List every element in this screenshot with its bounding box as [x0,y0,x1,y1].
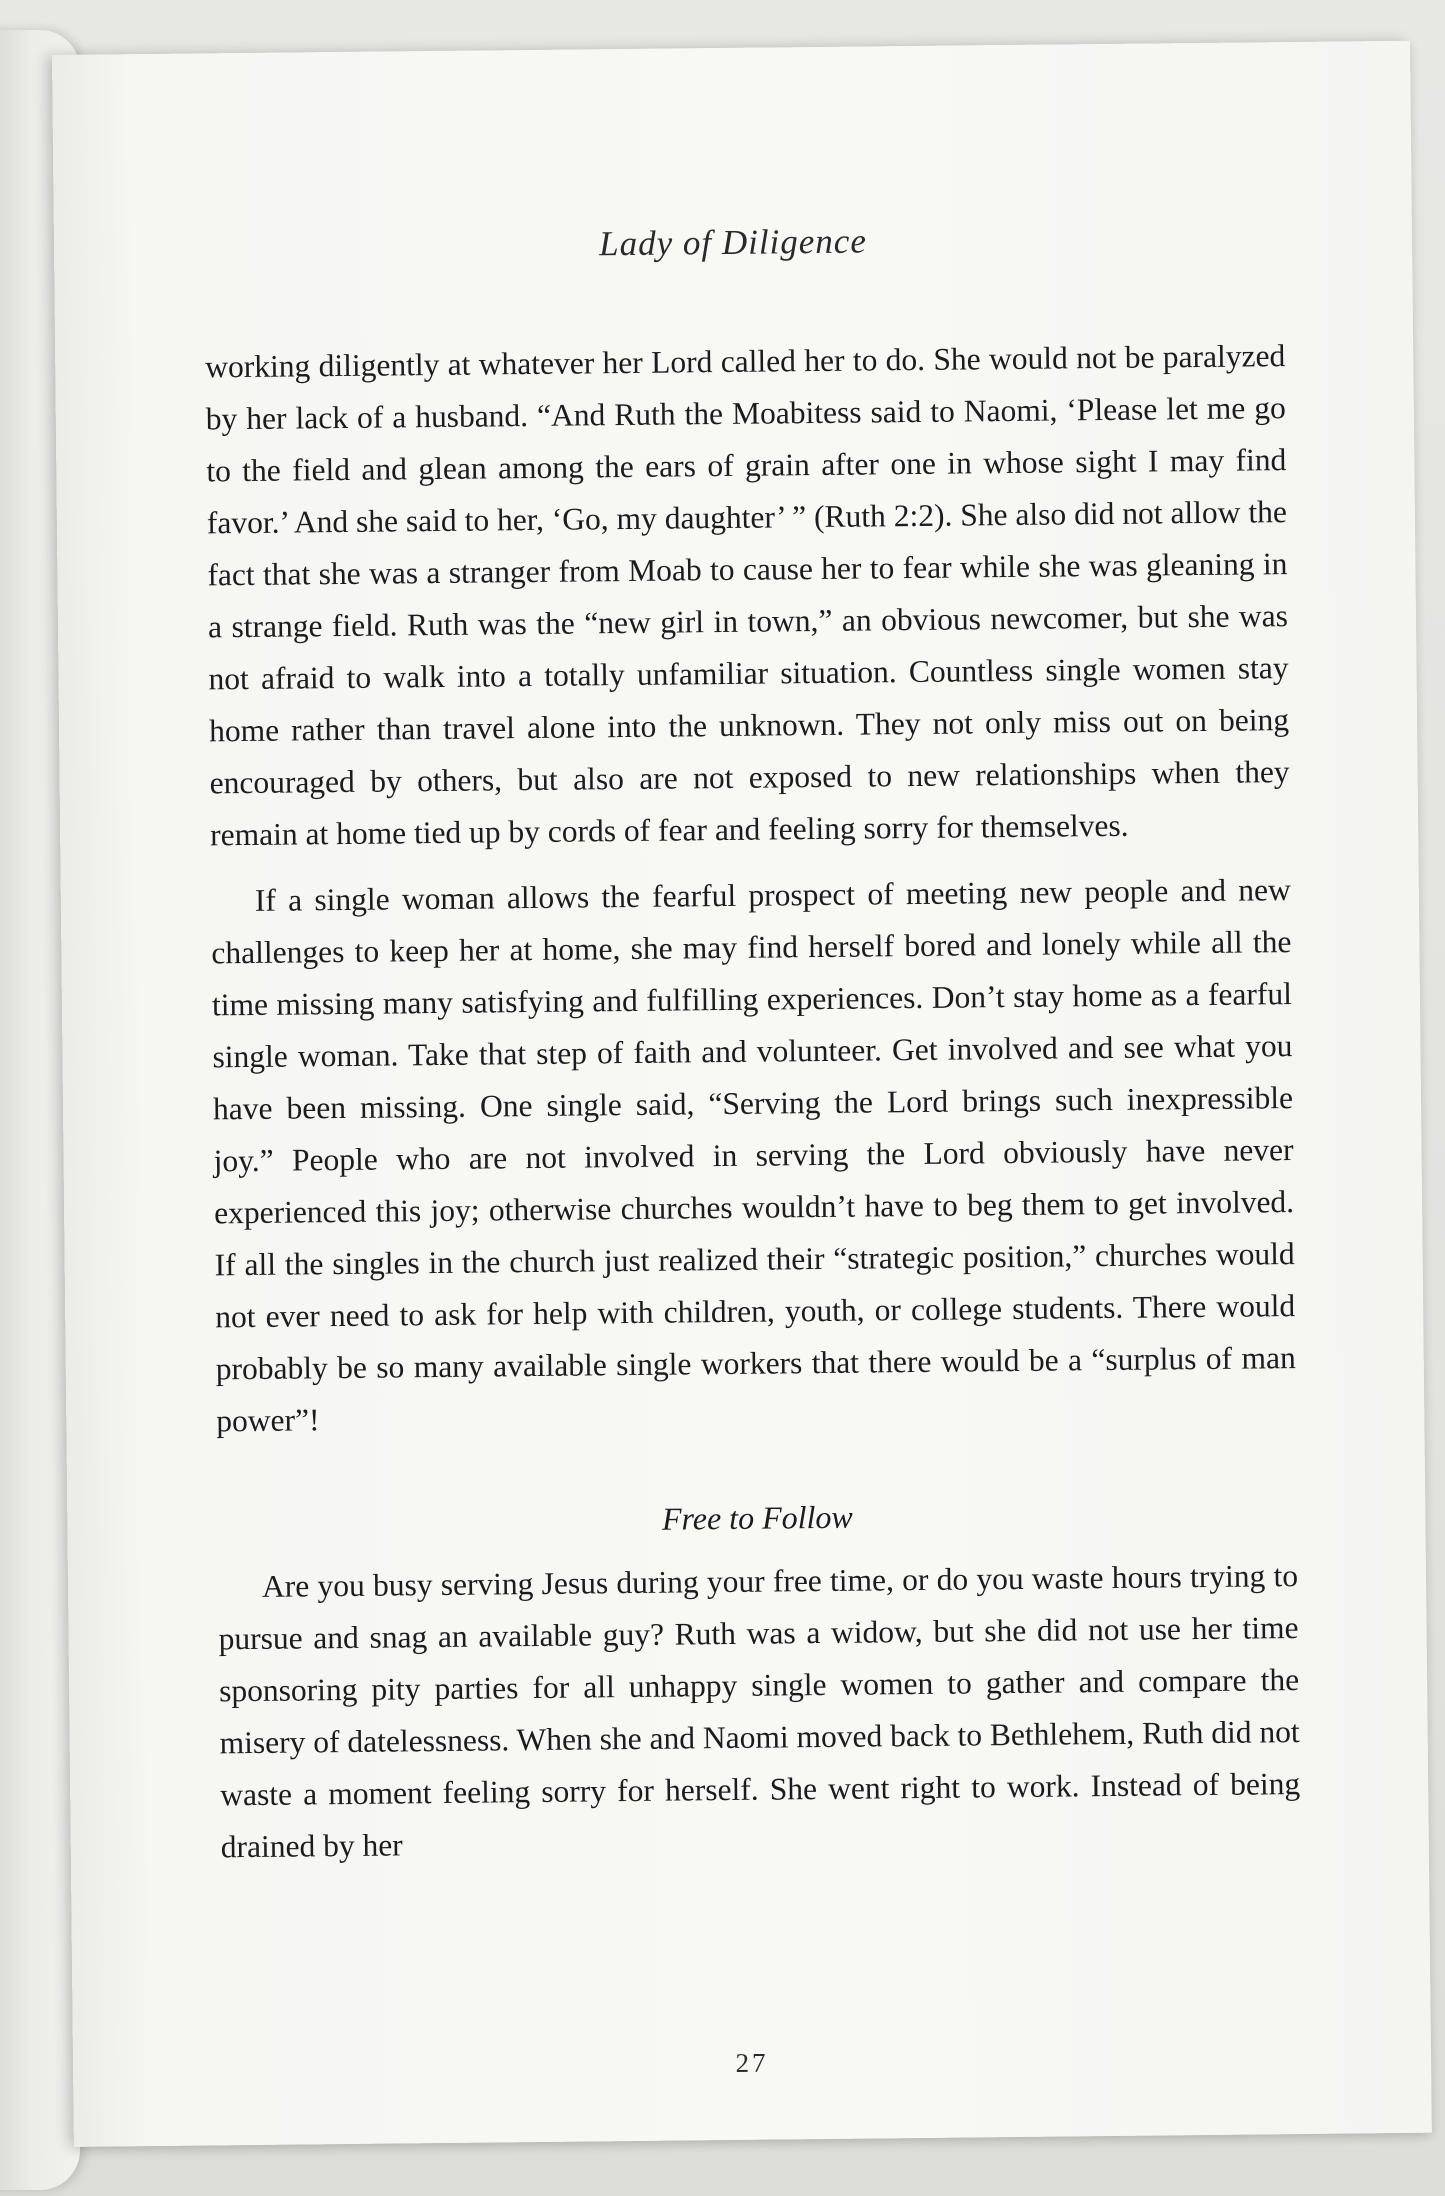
page-number: 27 [735,2047,769,2078]
book-page [52,41,1432,2147]
paragraph-2: If a single woman allows the fearful prospect of meeting new people and new challenges to keep her at home, she may find herself bored and lonely while all the time missing many satisfying and fulfilling experiences. Don’t stay home as a fearful single woman. Take that step of faith and volunteer. Get involved and see what you have been missing. One single said, “Serving the Lord brings such inexpressible joy.” People who are not involved in serving the Lord obviously have never experienced this joy; otherwise churches wouldn’t have to beg them to get involved. If all the singles in the church just realized their “strategic position,” churches would not ever need to ask for help with children, youth, or college students. There would probably be so many available single workers that there would be a “surplus of man power”! [211,872,1296,1439]
paragraph-3: Are you busy serving Jesus during your free time, or do you waste hours trying to pursue and snag an available guy? Ruth was a widow, but she did not use her time sponsoring pity parties for all unhappy single women to gather and compare the misery of datelessness. When she and Naomi moved back to Bethlehem, Ruth did not waste a moment feeling sorry for herself. She went right to work. Instead of being drained by her [218,1558,1301,1865]
paragraph-1: working diligently at whatever her Lord called her to do. She would not be paralyzed by her lack of a husband. “And Ruth the Moabitess said to Naomi, ‘Please let me go to the field and glean among the ears of grain after one in whose sight I may find favor.’ And she said to her, ‘Go, my daughter’ ” (Ruth 2:2). She also did not allow the fact that she was a stranger from Moab to cause her to fear while she was gleaning in a strange field. Ruth was the “new girl in town,” an obvious newcomer, but she was not afraid to walk into a totally unfamiliar situation. Countless single women stay home rather than travel alone into the unknown. They not only miss out on being encouraged by others, but also are not exposed to new relationships when they remain at home tied up by cords of fear and feeling sorry for themselves. [205,338,1290,853]
running-head: Lady of Diligence [598,221,868,264]
section-subheading: Free to Follow [661,1498,853,1537]
body-text [205,330,1301,1873]
